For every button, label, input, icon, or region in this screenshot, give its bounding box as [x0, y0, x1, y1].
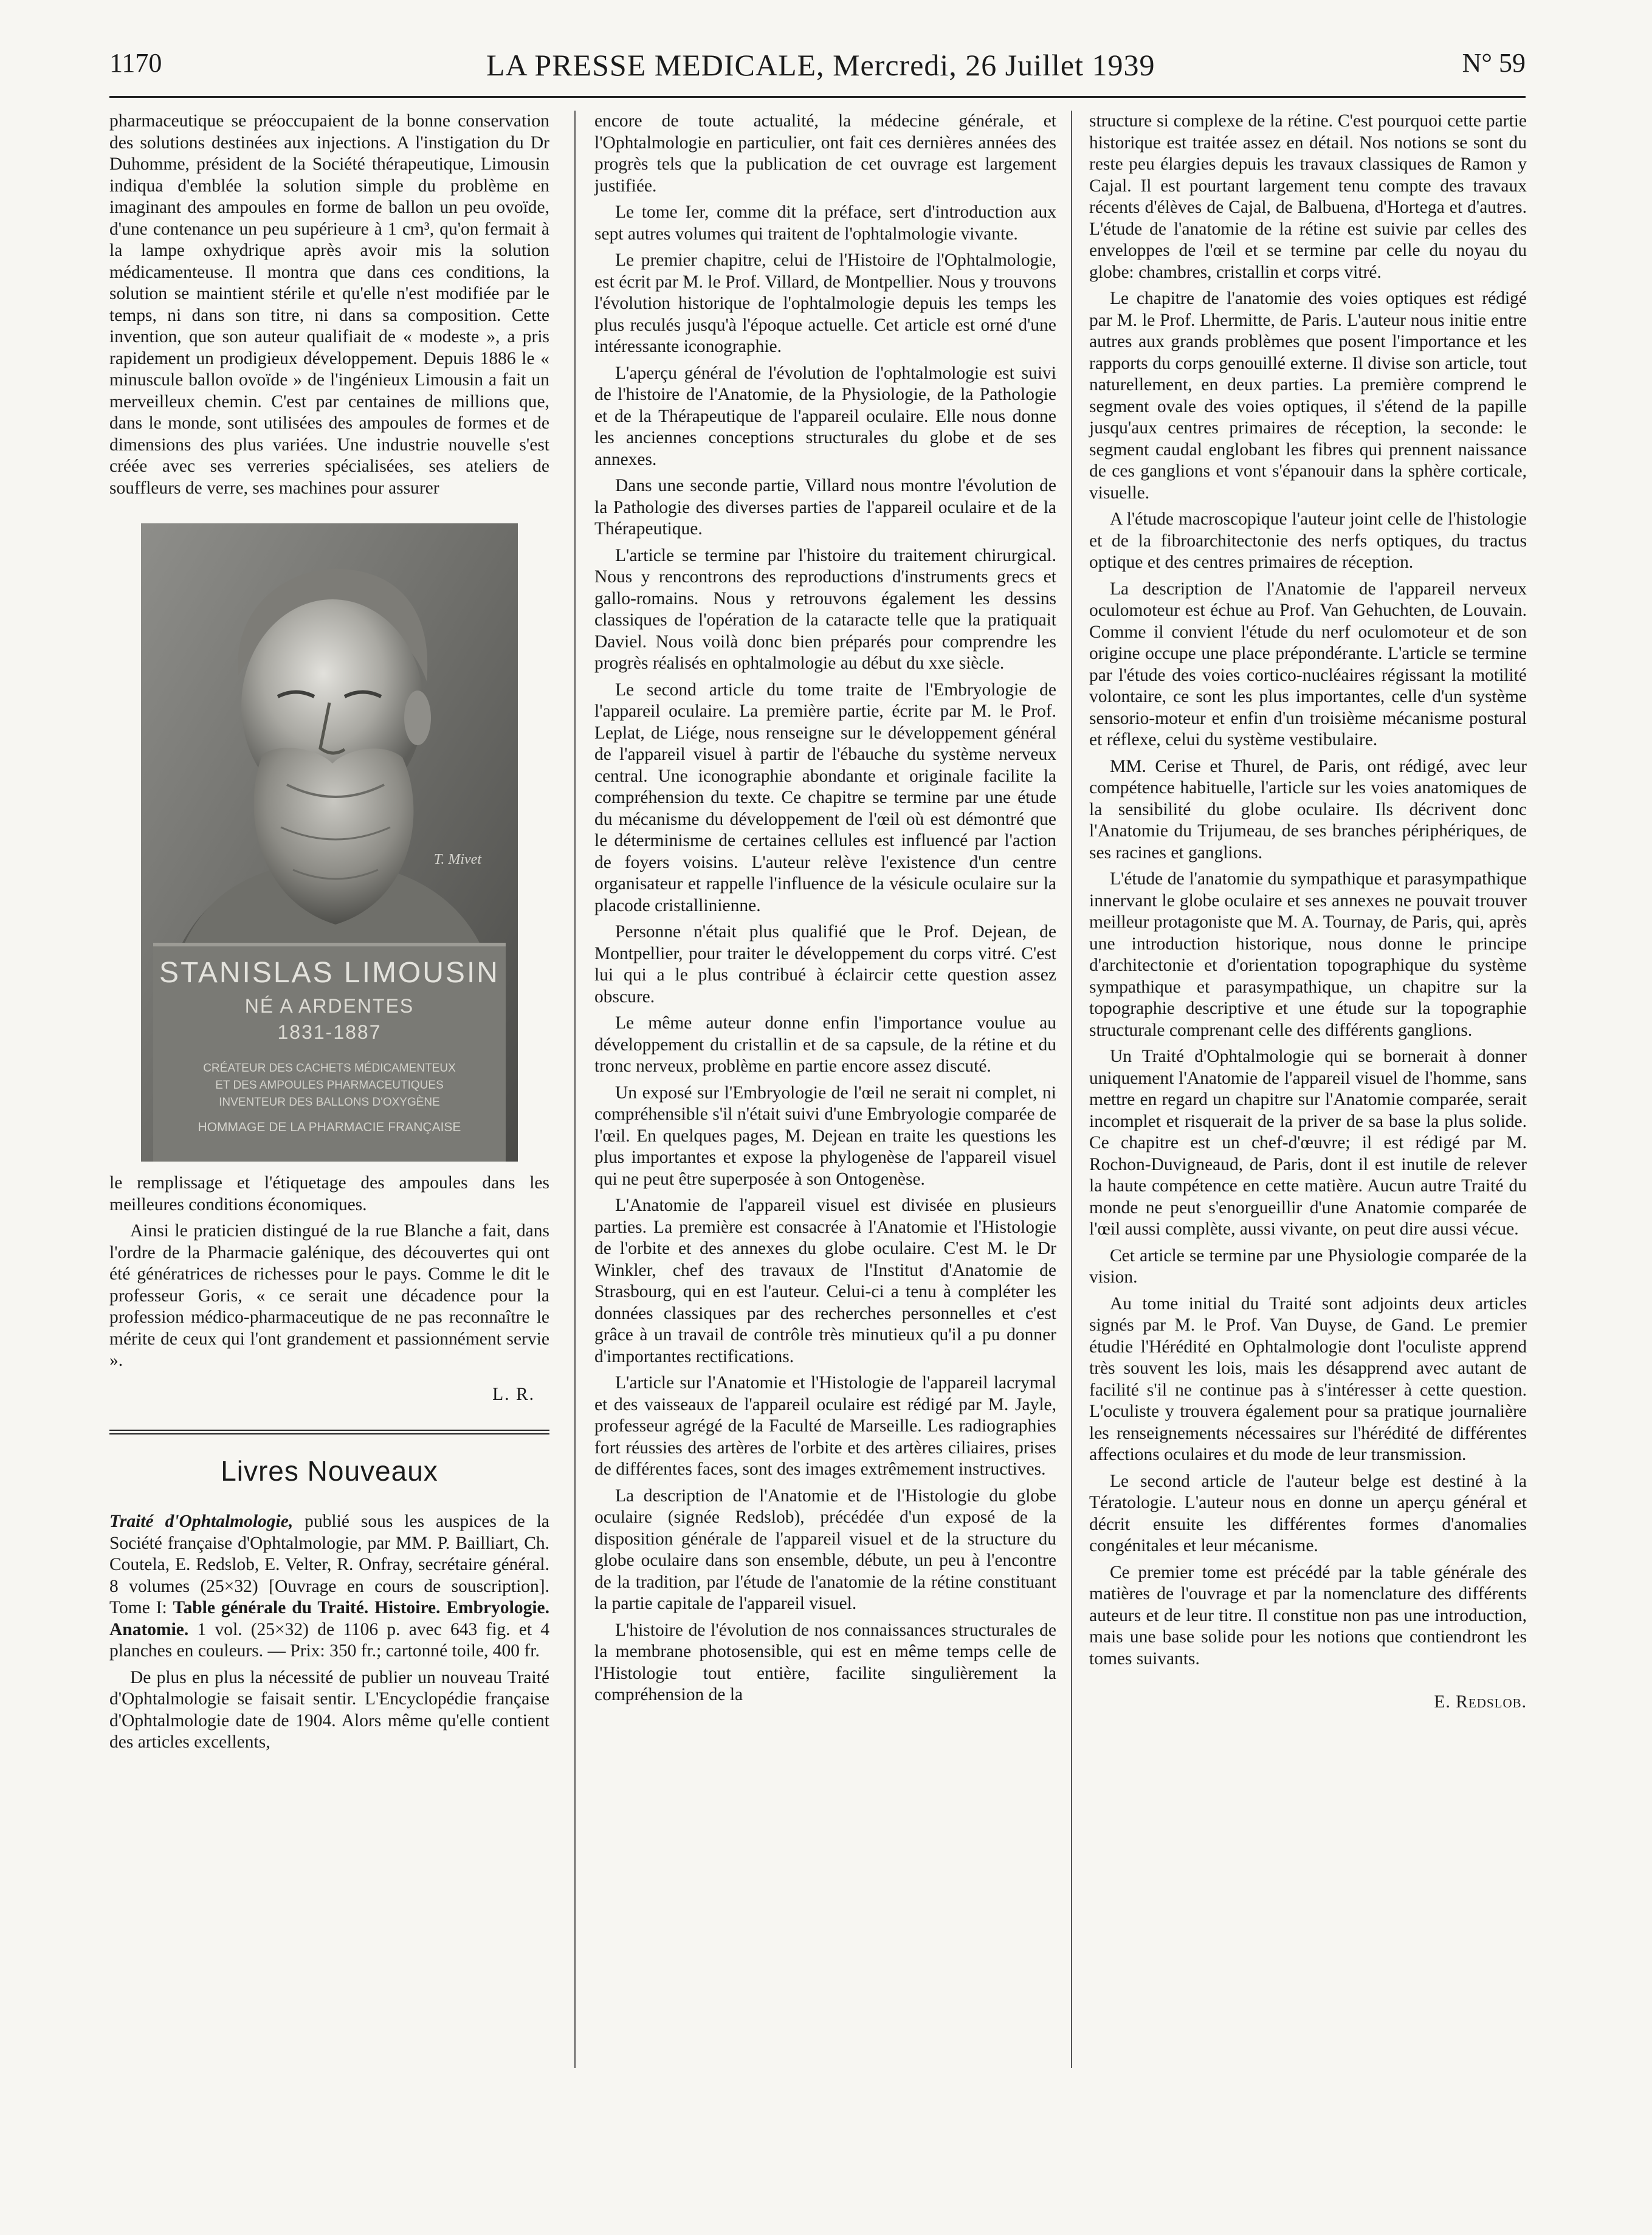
book-title: Traité d'Ophtalmologie,: [109, 1512, 294, 1531]
paragraph: L'étude de l'anatomie du sympathique et parasympathique innervant le globe oculaire et ses annexes ne pouvait trouver meilleur protagoniste que M. A. Tournay, de Paris, qui, après une introduction historique, nous donne le principe d'architectonie et d'orientation topographique du système sympathique et parasympathique, un chapitre sur la topographie descriptive et une étude sur la topographie structurale comprenant celle des différents ganglions.: [1089, 869, 1527, 1040]
portrait-image: [141, 523, 518, 1162]
medallion-years: 1831-1887: [277, 1021, 382, 1043]
medallion-line1: CRÉATEUR DES CACHETS MÉDICAMENTEUX: [203, 1062, 456, 1075]
medallion-line3: INVENTEUR DES BALLONS D'OXYGÈNE: [219, 1096, 440, 1109]
medallion-name: STANISLAS LIMOUSIN: [159, 957, 500, 989]
paragraph: Le premier chapitre, celui de l'Histoire de l'Ophtalmologie, est écrit par M. le Prof. Villard, de Montpellier. Nous y trouvons l'évolution historique de l'ophtalmologie depuis les temps les plus reculés jusqu'à l'époque actuelle. Cet article est orné d'une intéressante iconographie.: [594, 250, 1056, 356]
header-rule: [109, 96, 1526, 98]
artist-signature: T. Mivet: [433, 852, 481, 867]
column-middle: [594, 111, 1056, 1711]
article-signature: L. R.: [492, 1384, 535, 1404]
issue-number: N° 59: [1462, 48, 1526, 78]
column-divider: [1071, 111, 1072, 2068]
page-header: [109, 47, 1526, 96]
paragraph: Le second article du tome traite de l'Embryologie de l'appareil oculaire. La première partie, écrite par M. le Prof. Leplat, de Liége, nous renseigne sur le développement général de l'appareil visuel à partir de l'ébauche du système nerveux central. Une iconographie abondante et originale facilite la compréhension du texte. Ce chapitre se termine par une étude du mécanisme du développement de l'œil où est démontré que le déterminisme de certaines cellules est influencé par l'action de foyers voisins. L'auteur relève l'existence d'un centre organisateur et rappelle l'influence de la vésicule oculaire sur la placode cristallinienne.: [594, 680, 1056, 915]
paragraph: Dans une seconde partie, Villard nous montre l'évolution de la Pathologie des diverses parties de l'appareil oculaire et de la Thérapeutique.: [594, 476, 1056, 539]
paragraph: L'histoire de l'évolution de nos connaissances structurales de la membrane photosensible, qui est en même temps celle de l'Histologie tout entière, facilite singulièrement la compréhension de la: [594, 1620, 1056, 1704]
journal-masthead: [486, 47, 1155, 83]
section-title: Livres Nouveaux: [221, 1455, 438, 1487]
medallion-line2: ET DES AMPOULES PHARMACEUTIQUES: [215, 1079, 444, 1092]
paragraph: De plus en plus la nécessité de publier un nouveau Traité d'Ophtalmologie se faisait sentir. L'Encyclopédie française d'Ophtalmologie date de 1904. Alors même qu'elle contient des articles excellents,: [109, 1667, 549, 1752]
paragraph: La description de l'Anatomie et de l'Histologie du globe oculaire (signée Redslob), précédée d'un exposé de la disposition générale de l'appareil visuel et de la structure du globe oculaire dans son ensemble, débute, un peu à l'encontre de la tradition, par l'étude de l'anatomie de la rétine constituant la partie capitale de l'appareil visuel.: [594, 1486, 1056, 1613]
paragraph: encore de toute actualité, la médecine générale, et l'Ophtalmologie en particulier, ont fait ces dernières années des progrès tels que la publication de cet ouvrage est largement justifiée.: [594, 111, 1056, 196]
paragraph: Ainsi le praticien distingué de la rue Blanche a fait, dans l'ordre de la Pharmacie galénique, des découvertes qui ont été génératrices de richesses pour le pays. Comme le dit le professeur Goris, « ce serait une décadence pour la profession médico-pharmaceutique de ne pas reconnaître le mérite de ceux qui l'ont grandement et passionnément servie ».: [109, 1221, 549, 1370]
medallion-line4: HOMMAGE DE LA PHARMACIE FRANÇAISE: [198, 1120, 461, 1134]
paragraph: Le chapitre de l'anatomie des voies optiques est rédigé par M. le Prof. Lhermitte, de Paris. L'auteur nous initie entre autres aux grands problèmes que posent l'importance et les rapports du corps genouillé externe. Il divise son article, tout naturellement, en deux parties. La première comprend le segment ovale des voies optiques, il s'étend de la papille jusqu'aux centres primaires de réception, la seconde: le segment caudal englobant les fibres qui prennent naissance de ces ganglions et vont s'épanouir dans la sphère corticale, visuelle.: [1089, 289, 1527, 503]
journal-name: LA PRESSE MEDICALE,: [486, 48, 825, 82]
paragraph: La description de l'Anatomie de l'appareil nerveux oculomoteur est échue au Prof. Van Gehuchten, de Louvain. Comme il convient l'étude du nerf oculomoteur et de son origine occupe une place prépondérante. L'article se termine par l'étude des voies cortico-nucléaires régissant la motilité volontaire, ce sont les plus importantes, celle d'un système sensorio-moteur et enfin d'un troisième mécanisme postural et réflexe, celui du système vestibulaire.: [1089, 579, 1527, 749]
book-price: 1 vol. (25×32) de 1106 p. avec 643 fig. et 4 planches en couleurs. — Prix: 350 fr.; cartonné toile, 400 fr.: [109, 1619, 549, 1661]
paragraph: Le même auteur donne enfin l'importance voulue au développement du cristallin et de sa capsule, de la rétine et du tronc nerveux, problème en partie encore assez discuté.: [594, 1013, 1056, 1076]
paragraph: Au tome initial du Traité sont adjoints deux articles signés par M. le Prof. Van Duyse, de Gand. Le premier étudie l'Hérédité en Ophtalmologie dont l'oculiste apprend très souvent les lois, mais les désapprend avec autant de facilité s'il ne continue pas à s'intéresser à cette question. L'oculiste y trouvera également pour sa pratique journalière les renseignements nécessaires sur l'hérédité de différentes affections oculaires et du mode de leur transmission.: [1089, 1293, 1527, 1464]
paragraph: structure si complexe de la rétine. C'est pourquoi cette partie historique est traitée assez en détail. Nos notions se sont du reste peu élargies depuis les travaux classiques de Ramon y Cajal. Il est pourtant largement tenu compte des travaux récents d'élèves de Cajal, de Balbuena, d'Hortega et d'autres. L'étude de l'anatomie de la rétine est suivie par celles des enveloppes de l'œil et se termine par celle du noyau du globe: chambres, cristallin et corps vitré.: [1089, 111, 1527, 282]
issue-date: Mercredi, 26 Juillet 1939: [833, 48, 1155, 82]
paragraph: Le tome Ier, comme dit la préface, sert d'introduction aux sept autres volumes qui traitent de l'ophtalmologie vivante.: [594, 202, 1056, 244]
column-divider: [574, 111, 576, 2068]
paragraph: MM. Cerise et Thurel, de Paris, ont rédigé, avec leur compétence habituelle, l'article sur les voies anatomiques de la sensibilité du globe oculaire. Ils décrivent donc l'Anatomie du Trijumeau, de ses branches périphériques, de ses racines et ganglions.: [1089, 756, 1527, 863]
paragraph: L'article se termine par l'histoire du traitement chirurgical. Nous y rencontrons des reproductions d'instruments grecs et gallo-romains. Nous y retrouvons également les dessins classiques de l'opération de la cataracte telle que la pratiquait Daviel. Nous voilà donc bien préparés pour comprendre les progrès réalisés en ophtalmologie au début du xxe siècle.: [594, 545, 1056, 673]
review-signature: E. Redslob.: [1434, 1692, 1527, 1712]
paragraph: le remplissage et l'étiquetage des ampoules dans les meilleures conditions économiques.: [109, 1173, 549, 1214]
paragraph: Un exposé sur l'Embryologie de l'œil ne serait ni complet, ni compréhensible s'il n'était suivi d'une Embryologie comparée de l'œil. En quelques pages, M. Dejean en traite les questions les plus importantes et expose la phylogenèse de l'appareil visuel qui ne peut être superposée à son Ontogenèse.: [594, 1083, 1056, 1189]
medallion-born: NÉ A ARDENTES: [244, 995, 415, 1017]
page-number: 1170: [109, 48, 162, 78]
paragraph: Cet article se termine par une Physiologie comparée de la vision.: [1089, 1245, 1527, 1287]
paragraph: A l'étude macroscopique l'auteur joint celle de l'histologie et de la fibroarchitectonie des nerfs optiques, du tractus optique et des centres primaires de réception.: [1089, 509, 1527, 572]
book-volume-title: Table générale du Traité. Histoire. Embryologie. Anatomie.: [109, 1598, 549, 1639]
paragraph: Un Traité d'Ophtalmologie qui se bornerait à donner uniquement l'Anatomie de l'appareil visuel de l'homme, sans mettre en regard un chapitre sur l'Anatomie comparée, serait incomplet et risquerait de la priver de sa base la plus solide. Ce chapitre est un chef-d'œuvre; il est rédigé par M. Rochon-Duvigneaud, de Paris, dont il est inutile de relever la haute compétence en cette matière. Aucun autre Traité du monde ne peut s'enorgueillir d'une Anatomie comparée de l'œil aussi complète, aussi vivante, on peut dire aussi vécue.: [1089, 1047, 1527, 1239]
book-entry: [109, 1511, 549, 1662]
column-right: [1089, 111, 1527, 1713]
paragraph: L'aperçu général de l'évolution de l'ophtalmologie est suivi de l'histoire de l'Anatomie, de la Physiologie, de la Pathologie et de la Thérapeutique de l'appareil oculaire. Elle nous donne les anciennes conceptions structurales du globe et de ses annexes.: [594, 363, 1056, 469]
paragraph: Personne n'était plus qualifié que le Prof. Dejean, de Montpellier, pour traiter le développement du corps vitré. C'est lui qui a le plus contribué à éclaircir cette question assez obscure.: [594, 922, 1056, 1007]
paragraph: pharmaceutique se préoccupaient de la bonne conservation des solutions destinées aux injections. A l'instigation du Dr Duhomme, président de la Société thérapeutique, Limousin indiqua d'emblée la solution simple du problème en imaginant des ampoules en forme de ballon un peu ovoïde, d'une contenance un peu supérieure à 1 cm³, qu'on fermait à la lampe oxhydrique après avoir mis la solution médicamenteuse. Il montra que dans ces conditions, la solution se maintient stérile et qu'elle n'est modifiée par le temps, ni dans son titre, ni dans sa composition. Cette invention, que son auteur qualifiait de « modeste », a pris rapidement un prodigieux développement. Depuis 1886 le « minuscule ballon ovoïde » de l'ingénieux Limousin a fait un merveilleux chemin. C'est par centaines de millions que, dans le monde, sont utilisées des ampoules de formes et de dimensions des plus variées. Une industrie nouvelle s'est créée avec ses verreries spécialisées, ses ateliers de souffleurs de verre, ses machines pour assurer: [109, 111, 549, 498]
paragraph: L'Anatomie de l'appareil visuel est divisée en plusieurs parties. La première est consacrée à l'Anatomie et l'Histologie de l'orbite et des annexes du globe oculaire. C'est M. le Dr Winkler, chef des travaux de l'Institut d'Anatomie de Strasbourg, qui en est l'auteur. Celui-ci a tenu à compléter les données classiques par des recherches personnelles et c'est grâce à un travail de contrôle très minutieux qu'il a pu donner d'importantes rectifications.: [594, 1196, 1056, 1366]
paragraph: Le second article de l'auteur belge est destiné à la Tératologie. L'auteur nous en donne un aperçu général et décrit ensuite les différentes formes d'anomalies congénitales et leur mécanisme.: [1089, 1471, 1527, 1555]
column-left: [109, 111, 549, 1758]
paragraph: Ce premier tome est précédé par la table générale des matières de l'ouvrage et par la nomenclature des différents auteurs et de leur titre. Il constitue non pas une introduction, mais une base solide pour les notions que contiendront les tomes suivants.: [1089, 1562, 1527, 1669]
section-divider: [109, 1430, 549, 1434]
paragraph: L'article sur l'Anatomie et l'Histologie de l'appareil lacrymal et des vaisseaux de l'appareil oculaire est rédigé par M. Jayle, professeur agrégé de la Faculté de Marseille. Les radiographies fort réussies des artères de l'orbite et des artères ciliaires, prises de différentes faces, sont des images extrêmement instructives.: [594, 1373, 1056, 1479]
limousin-bronze-medallion: [141, 523, 518, 1162]
book-description: publié sous les auspices de la Société française d'Ophtalmologie, par MM. P. Bailliart, Ch. Coutela, E. Redslob, E. Velter, R. Onfray, secrétaire général. 8 volumes (25×32) [Ouvrage en cours de souscription]. Tome I:: [109, 1512, 550, 1617]
